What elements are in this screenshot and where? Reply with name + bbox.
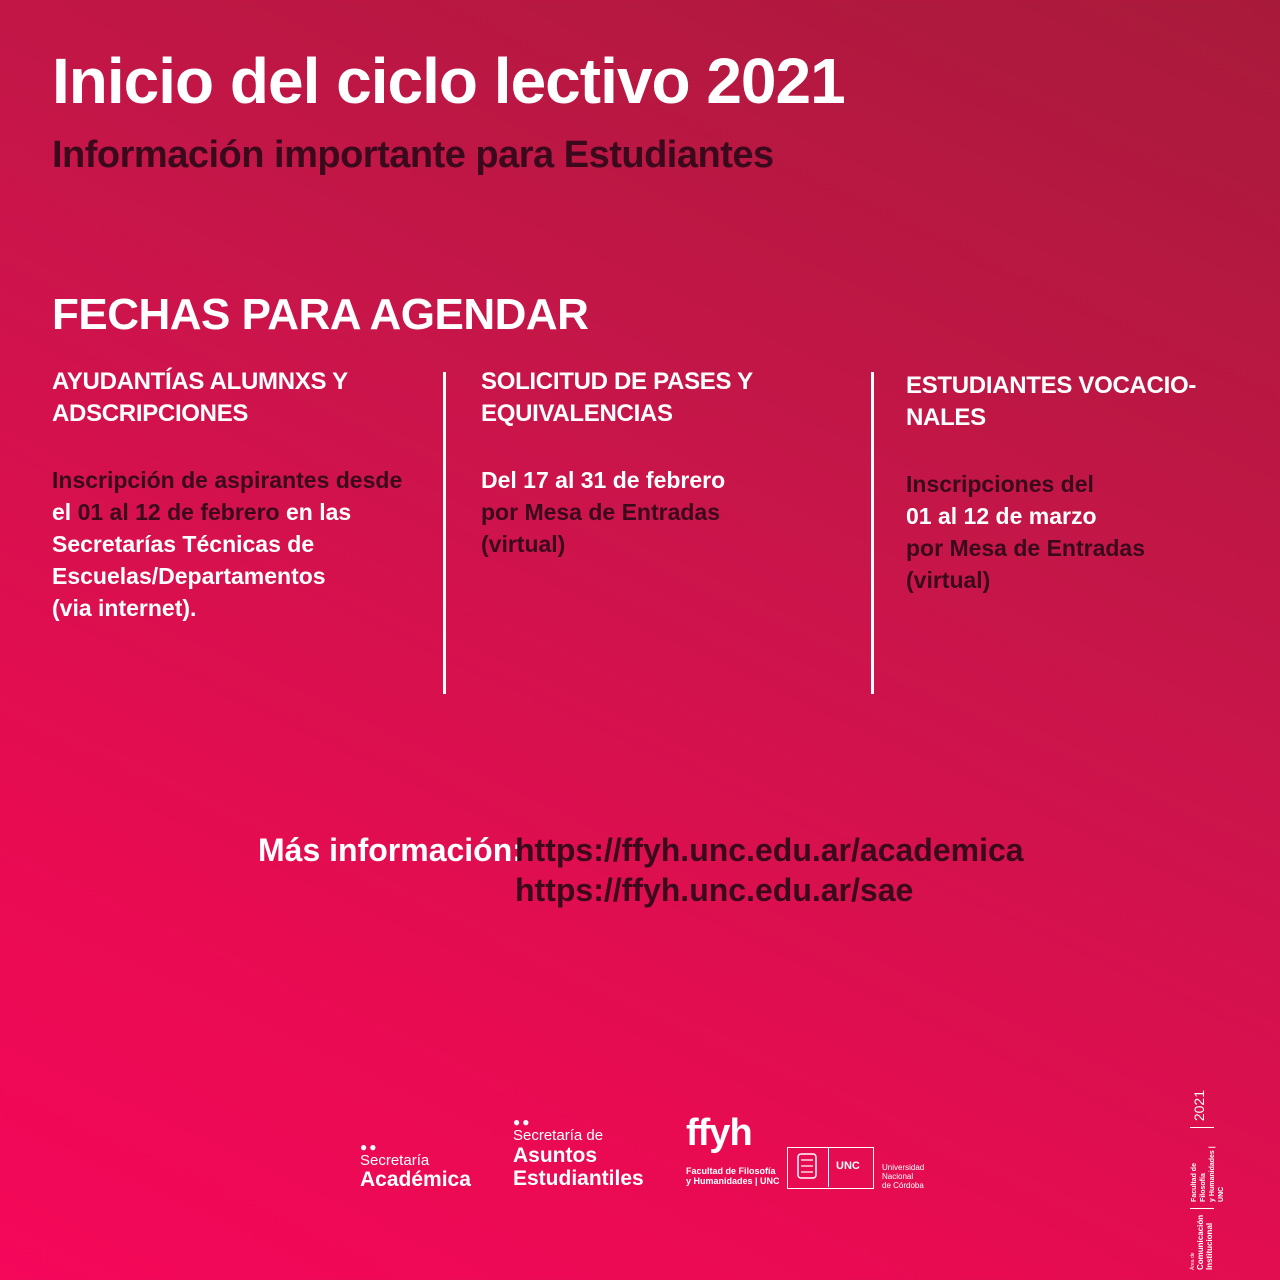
body-line: (via internet). (52, 595, 197, 621)
info-column-pases (481, 366, 841, 560)
column-heading-line: AYUDANTÍAS ALUMNXS Y (52, 368, 348, 395)
logo-caption: y Humanidades | UNC (686, 1176, 780, 1186)
more-info-label: Más información: (258, 832, 523, 868)
body-line: (virtual) (481, 531, 566, 557)
info-column-vocacionales (906, 370, 1266, 596)
body-line: Inscripción de aspirantes desde (52, 467, 403, 493)
body-text: en las (279, 499, 352, 525)
dots-icon: ●● (360, 1140, 379, 1154)
credit-divider (1190, 1127, 1214, 1128)
badge-divider (828, 1148, 829, 1187)
link-academica[interactable]: https://ffyh.unc.edu.ar/academica (515, 832, 1024, 868)
credit-block (1190, 1215, 1214, 1270)
logo-line: de Córdoba (882, 1181, 924, 1190)
logo-line: Universidad (882, 1163, 925, 1172)
logo-asuntos-estudiantiles (513, 1117, 644, 1190)
body-line: 01 al 12 de marzo (906, 503, 1097, 529)
logo-ffyh (686, 1112, 780, 1186)
column-body (481, 464, 841, 560)
column-heading-line: ADSCRIPCIONES (52, 400, 249, 427)
unc-badge-text: UNC (836, 1160, 860, 1172)
credit-year: 2021 (1191, 1089, 1207, 1122)
side-credit (1190, 1090, 1280, 1270)
ffyh-mark: ffyh (686, 1112, 752, 1154)
body-line: (virtual) (906, 567, 991, 593)
credit-line: Facultad de Filosofía (1191, 1163, 1207, 1202)
column-heading-line: ESTUDIANTES VOCACIO- (906, 372, 1197, 399)
logo-line: Secretaría de (513, 1127, 604, 1144)
body-line: Del 17 al 31 de febrero (481, 467, 726, 493)
column-body (906, 468, 1266, 596)
credit-line: Comunicación (1196, 1214, 1205, 1270)
logo-line: Académica (360, 1168, 471, 1191)
body-line (52, 496, 412, 528)
column-divider (871, 372, 874, 694)
logo-unc-badge (787, 1147, 874, 1189)
logo-line: Nacional (882, 1172, 914, 1181)
credit-divider (1190, 1208, 1214, 1209)
page-subtitle: Información importante para Estudiantes (52, 134, 774, 176)
logo-unc-text (882, 1163, 924, 1190)
column-heading-line: NALES (906, 404, 986, 431)
section-heading: FECHAS PARA AGENDAR (52, 290, 589, 339)
body-line: Secretarías Técnicas de (52, 531, 315, 557)
dots-icon: ●● (513, 1115, 532, 1129)
logo-line: Asuntos (513, 1144, 597, 1167)
credit-line: y Humanidades | UNC (1209, 1146, 1225, 1202)
body-line: por Mesa de Entradas (481, 499, 721, 525)
body-text: el (52, 499, 78, 525)
column-heading (481, 366, 841, 430)
link-sae[interactable]: https://ffyh.unc.edu.ar/sae (515, 872, 914, 908)
column-heading-line: EQUIVALENCIAS (481, 400, 673, 427)
unc-crest-icon (788, 1148, 828, 1187)
page-title: Inicio del ciclo lectivo 2021 (52, 45, 845, 117)
logo-secretaria-academica (360, 1142, 471, 1191)
column-heading (52, 366, 412, 430)
column-body (52, 464, 412, 624)
credit-line: Área de (1190, 1252, 1196, 1270)
body-line: Escuelas/Departamentos (52, 563, 326, 589)
date-range: 01 al 12 de febrero (77, 499, 280, 525)
body-line: por Mesa de Entradas (906, 535, 1146, 561)
column-heading-line: SOLICITUD DE PASES Y (481, 368, 753, 395)
column-heading (906, 370, 1266, 434)
column-divider (443, 372, 446, 694)
info-column-ayudantias (52, 366, 412, 624)
credit-line: Institucional (1205, 1222, 1214, 1270)
logo-line: Secretaría (360, 1152, 430, 1169)
credit-block (1190, 1134, 1226, 1202)
body-line: Inscripciones del (906, 471, 1094, 497)
logo-line: Estudiantiles (513, 1167, 644, 1190)
logo-caption: Facultad de Filosofía (686, 1166, 776, 1176)
